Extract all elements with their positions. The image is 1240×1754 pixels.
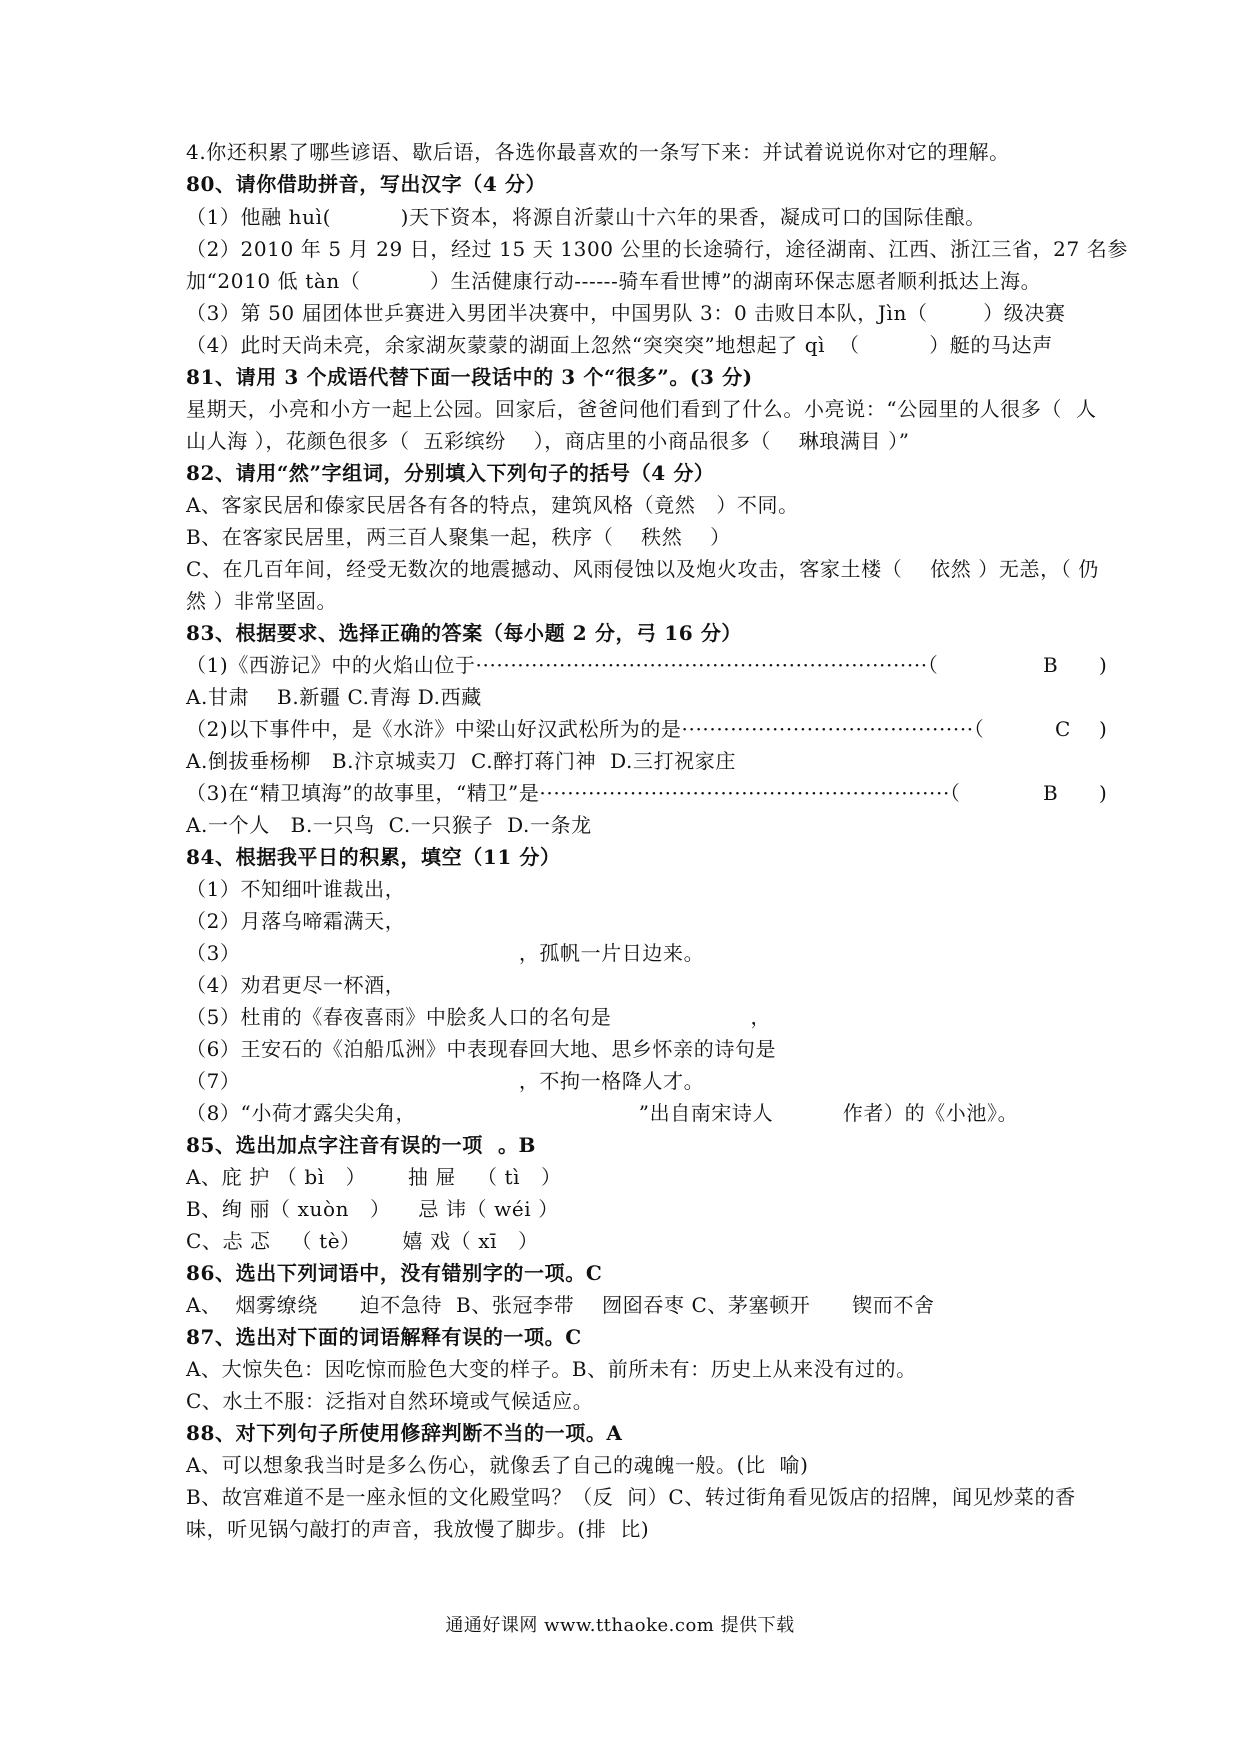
answer-1-letter: B (1043, 653, 1058, 677)
text-line: A、客家民居和傣家民居各有各的特点，建筑风格（竟然 ）不同。 (186, 493, 799, 517)
text-line: （7） ，不拘一格降人才。 (186, 1069, 705, 1093)
text-line: （3） ，孤帆一片日边来。 (186, 941, 705, 965)
text-line: A、庇 护 （ bì ） 抽 屉 （ tì ） (186, 1165, 562, 1189)
text-line: （6）王安石的《泊船瓜洲》中表现春回大地、思乡怀亲的诗句是 (186, 1037, 777, 1061)
text-line: 山人海 ），花颜色很多（ 五彩缤纷 ），商店里的小商品很多（ 琳琅满目 ）” (186, 429, 910, 453)
answer-3-letter: B (1043, 781, 1058, 805)
answer-2-close: ) (1099, 717, 1107, 741)
text-line: C、在几百年间，经受无数次的地震撼动、风雨侵蚀以及炮火攻击，客家土楼（ 依然 ）无恙，（ 仍 (186, 557, 1099, 581)
text-line: A、 烟雾缭绕 迫不急待 B、张冠李带 囫囵吞枣 C、茅塞顿开 锲而不舍 (186, 1293, 935, 1317)
text-line: （1)《西游记》中的火焰山位于·································································（ (186, 653, 939, 677)
answer-1-close: ) (1099, 653, 1107, 677)
text-line: 星期天，小亮和小方一起上公园。回家后，爸爸问他们看到了什么。小亮说：“公园里的人很多（ 人 (186, 397, 1097, 421)
text-line: （3）第 50 届团体世乒赛进入男团半决赛中，中国男队 3：0 击败日本队，Jìn（ ）级决赛 (186, 301, 1066, 325)
page-footer[interactable]: 通通好课网 www.tthaoke.com 提供下载 (445, 1615, 795, 1636)
text-line: A.倒拔垂杨柳 B.汴京城卖刀 C.醉打蒋门神 D.三打祝家庄 (186, 749, 736, 773)
text-line: 4.你还积累了哪些谚语、歇后语，各选你最喜欢的一条写下来：并试着说说你对它的理解。 (186, 140, 1010, 164)
text-line: （3)在“精卫填海”的故事里，“精卫”是···························································（ (186, 781, 961, 805)
text-line: （2）月落乌啼霜满天， (186, 909, 406, 933)
text-line: A、大惊失色：因吃惊而脸色大变的样子。B、前所未有：历史上从来没有过的。 (186, 1357, 917, 1381)
text-line: A、可以想象我当时是多么伤心，就像丢了自己的魂魄一般。(比 喻) (186, 1453, 809, 1477)
text-line: （4）劝君更尽一杯酒， (186, 973, 406, 997)
text-line: （4）此时天尚未亮，余家湖灰蒙蒙的湖面上忽然“突突突”地想起了 qì （ ）艇的马达声 (186, 333, 1053, 357)
question-84-heading: 84、根据我平日的积累，填空（11 分） (186, 845, 561, 869)
text-line: B、故宫难道不是一座永恒的文化殿堂吗？（反 问）C、转过街角看见饭店的招牌，闻见炒菜的香 (186, 1485, 1076, 1509)
text-line: （1）他融 huì( )天下资本，将源自沂蒙山十六年的果香，凝成可口的国际佳酿。 (186, 205, 986, 229)
text-line: 然 ）非常坚固。 (186, 589, 338, 613)
text-line: B、在客家民居里，两三百人聚集一起，秩序（ 秩然 ） (186, 525, 731, 549)
question-82-heading: 82、请用“然”字组词，分别填入下列句子的括号（4 分） (186, 461, 715, 485)
answer-3-close: ) (1099, 781, 1107, 805)
question-81-heading: 81、请用 3 个成语代替下面一段话中的 3 个“很多”。(3 分) (186, 365, 753, 389)
text-line: B、绚 丽（ xuòn ） 忌 讳（ wéi ） (186, 1197, 559, 1221)
text-line: 味，听见锅勺敲打的声音，我放慢了脚步。(排 比) (186, 1517, 650, 1541)
text-line: C、忐 忑 （ tè） 嬉 戏（ xī ） (186, 1229, 539, 1253)
text-line: （2）2010 年 5 月 29 日，经过 15 天 1300 公里的长途骑行，途径湖南、江西、浙江三省，27 名参 (186, 237, 1128, 261)
question-86-heading: 86、选出下列词语中，没有错别字的一项。C (186, 1261, 603, 1285)
question-88-heading: 88、对下列句子所使用修辞判断不当的一项。A (186, 1421, 623, 1445)
question-80-heading: 80、请你借助拼音，写出汉字（4 分） (186, 172, 547, 196)
text-line: （5）杜甫的《春夜喜雨》中脍炙人口的名句是 ， (186, 1005, 772, 1029)
answer-2-letter: C (1055, 717, 1071, 741)
text-line: A.甘肃 B.新疆 C.青海 D.西藏 (186, 685, 482, 709)
text-line: 加“2010 低 tàn（ ）生活健康行动------骑车看世博”的湖南环保志愿者顺利抵达上海。 (186, 269, 1042, 293)
text-line: （8）“小荷才露尖尖角， ”出自南宋诗人 作者）的《小池》。 (186, 1101, 1019, 1125)
question-87-heading: 87、选出对下面的词语解释有误的一项。C (186, 1325, 582, 1349)
question-85-heading: 85、选出加点字注音有误的一项 。B (186, 1133, 537, 1157)
text-line: （2)以下事件中，是《水浒》中梁山好汉武松所为的是··········································（ (186, 717, 985, 741)
text-line: A.一个人 B.一只鸟 C.一只猴子 D.一条龙 (186, 813, 592, 837)
text-line: C、水土不服：泛指对自然环境或气候适应。 (186, 1389, 594, 1413)
question-83-heading: 83、根据要求、选择正确的答案（每小题 2 分，弓 16 分） (186, 621, 743, 645)
text-line: （1）不知细叶谁裁出， (186, 877, 406, 901)
